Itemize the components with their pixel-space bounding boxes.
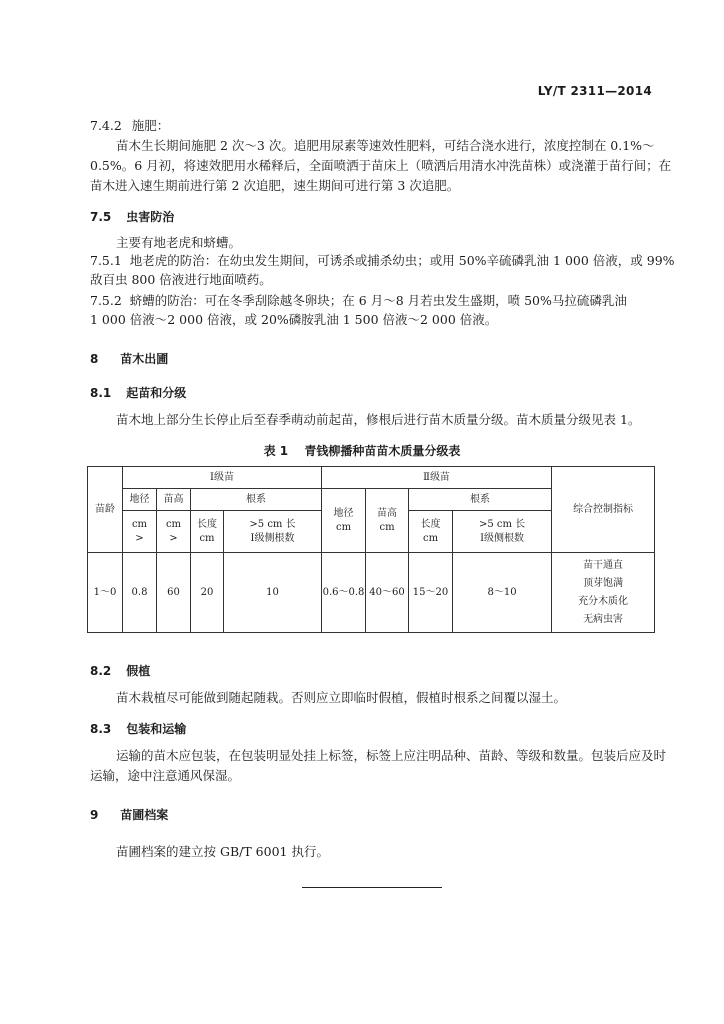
header-g1-lateral-roots <box>224 511 322 553</box>
header-grade-1: Ⅰ级苗 <box>123 467 322 489</box>
cell-g2-root-length: 15～20 <box>409 553 453 633</box>
header-g1-root: 根系 <box>191 489 322 511</box>
gt-sign: > <box>169 532 178 544</box>
clause-title: 施肥： <box>131 118 170 133</box>
chapter-number: 9 <box>90 808 99 822</box>
section-8-3-line-2: 运输，途中注意通风保湿。 <box>90 768 241 783</box>
header-grade-2: Ⅱ级苗 <box>322 467 552 489</box>
clause-7-4-2-line-2: 0.5%。6 月初，将速效肥用水稀释后，全面喷洒于苗床上（喷洒后用清水冲洗苗株）或浇灌于苗行间；在 <box>90 158 672 173</box>
header-general-indicator: 综合控制指标 <box>552 467 655 553</box>
cell-g1-lateral: 10 <box>224 553 322 633</box>
clause-text: 蛴螬的防治：可在冬季刮除越冬卵块；在 6 月～8 月若虫发生盛期，喷 50%马拉硫磷乳油 <box>129 293 627 308</box>
section-title: 假植 <box>126 664 151 678</box>
label: Ⅰ级侧根数 <box>250 532 295 544</box>
chapter-9-heading <box>90 806 650 824</box>
section-number: 8.3 <box>90 722 112 736</box>
clause-number: 7.5.1 <box>90 253 122 268</box>
label: >5 cm 长 <box>478 518 526 530</box>
indicator: 苗干通直 <box>583 559 624 571</box>
section-title: 起苗和分级 <box>126 386 187 400</box>
section-title: 虫害防治 <box>126 210 175 224</box>
section-number: 7.5 <box>90 210 112 224</box>
chapter-9-text: 苗圃档案的建立按 GB/T 6001 执行。 <box>116 844 329 859</box>
section-7-5-intro: 主要有地老虎和蛴螬。 <box>116 235 242 250</box>
section-number: 8.1 <box>90 386 112 400</box>
clause-7-4-2-line-3: 苗木进入速生期前进行第 2 次追肥，速生期间可进行第 3 次追肥。 <box>90 178 460 193</box>
section-title: 包装和运输 <box>126 722 187 736</box>
seedling-grade-table <box>87 466 655 633</box>
header-g1-diameter-unit <box>123 511 157 553</box>
clause-text: 地老虎的防治：在幼虫发生期间，可诱杀或捕杀幼虫；或用 50%辛硫磷乳油 1 000 倍液，或 99% <box>129 253 675 268</box>
clause-7-5-2-line-1 <box>90 292 650 310</box>
table-title: 青钱柳播种苗苗木质量分级表 <box>304 444 461 458</box>
unit: cm <box>379 521 395 533</box>
clause-number: 7.4.2 <box>90 118 122 133</box>
chapter-title: 苗圃档案 <box>120 808 169 822</box>
clause-7-4-2-line-1: 苗木生长期间施肥 2 次～3 次。追肥用尿素等速效性肥料，可结合浇水进行，浓度控制在 0.1%～ <box>116 138 655 153</box>
table-caption <box>0 442 724 459</box>
cell-g1-root-length: 20 <box>191 553 224 633</box>
section-7-5-heading <box>90 208 650 226</box>
header-g2-diameter <box>322 489 366 553</box>
section-8-3-heading <box>90 720 650 738</box>
cell-g1-height: 60 <box>157 553 191 633</box>
section-8-1-heading <box>90 384 650 402</box>
unit: cm <box>422 532 439 544</box>
indicator: 充分木质化 <box>578 595 629 607</box>
cell-g2-diameter: 0.6～0.8 <box>322 553 366 633</box>
standard-code: LY/T 2311—2014 <box>537 84 652 98</box>
label: >5 cm 长 <box>249 518 296 530</box>
header-g1-diameter: 地径 <box>123 489 157 511</box>
header-g2-root: 根系 <box>409 489 552 511</box>
section-8-2-heading <box>90 662 650 680</box>
indicator: 无病虫害 <box>583 613 624 625</box>
indicator: 顶芽饱满 <box>583 577 624 589</box>
header-age: 苗龄 <box>88 467 123 553</box>
label: 长度 <box>197 518 217 530</box>
cell-g1-diameter: 0.8 <box>123 553 157 633</box>
cell-general <box>552 553 655 633</box>
label: 苗高 <box>377 507 398 519</box>
unit: cm <box>199 532 215 544</box>
gt-sign: > <box>135 532 144 544</box>
end-rule <box>302 887 442 888</box>
cell-age: 1～0 <box>88 553 123 633</box>
section-number: 8.2 <box>90 664 112 678</box>
clause-number: 7.5.2 <box>90 293 122 308</box>
clause-7-5-1-line-1 <box>90 252 675 270</box>
label: 长度 <box>420 518 441 530</box>
clause-7-4-2-heading <box>90 117 650 135</box>
unit: cm <box>335 521 352 533</box>
header-g2-root-length <box>409 511 453 553</box>
header-g1-root-length <box>191 511 224 553</box>
table-row <box>88 553 655 633</box>
label: Ⅰ级侧根数 <box>480 532 525 544</box>
unit: cm <box>165 518 182 530</box>
header-g1-height: 苗高 <box>157 489 191 511</box>
cell-g2-height: 40～60 <box>366 553 409 633</box>
table-number: 表 1 <box>263 444 289 458</box>
clause-7-5-2-line-2: 1 000 倍液～2 000 倍液，或 20%磷胺乳油 1 500 倍液～2 000 倍液。 <box>90 312 498 327</box>
section-8-3-line-1: 运输的苗木应包装，在包装明显处挂上标签，标签上应注明品种、苗龄、等级和数量。包装后应及时 <box>116 748 667 763</box>
cell-g2-lateral: 8～10 <box>453 553 552 633</box>
chapter-number: 8 <box>90 352 99 366</box>
header-g2-height <box>366 489 409 553</box>
header-g1-height-unit <box>157 511 191 553</box>
section-8-1-text: 苗木地上部分生长停止后至春季萌动前起苗，修根后进行苗木质量分级。苗木质量分级见表 1。 <box>116 412 641 427</box>
clause-7-5-1-line-2: 敌百虫 800 倍液进行地面喷药。 <box>90 272 272 287</box>
chapter-title: 苗木出圃 <box>120 352 169 366</box>
chapter-8-heading <box>90 350 650 368</box>
unit: cm <box>131 518 148 530</box>
label: 地径 <box>333 507 354 519</box>
section-8-2-text: 苗木栽植尽可能做到随起随栽。否则应立即临时假植，假植时根系之间覆以湿土。 <box>116 690 567 705</box>
header-g2-lateral-roots <box>453 511 552 553</box>
